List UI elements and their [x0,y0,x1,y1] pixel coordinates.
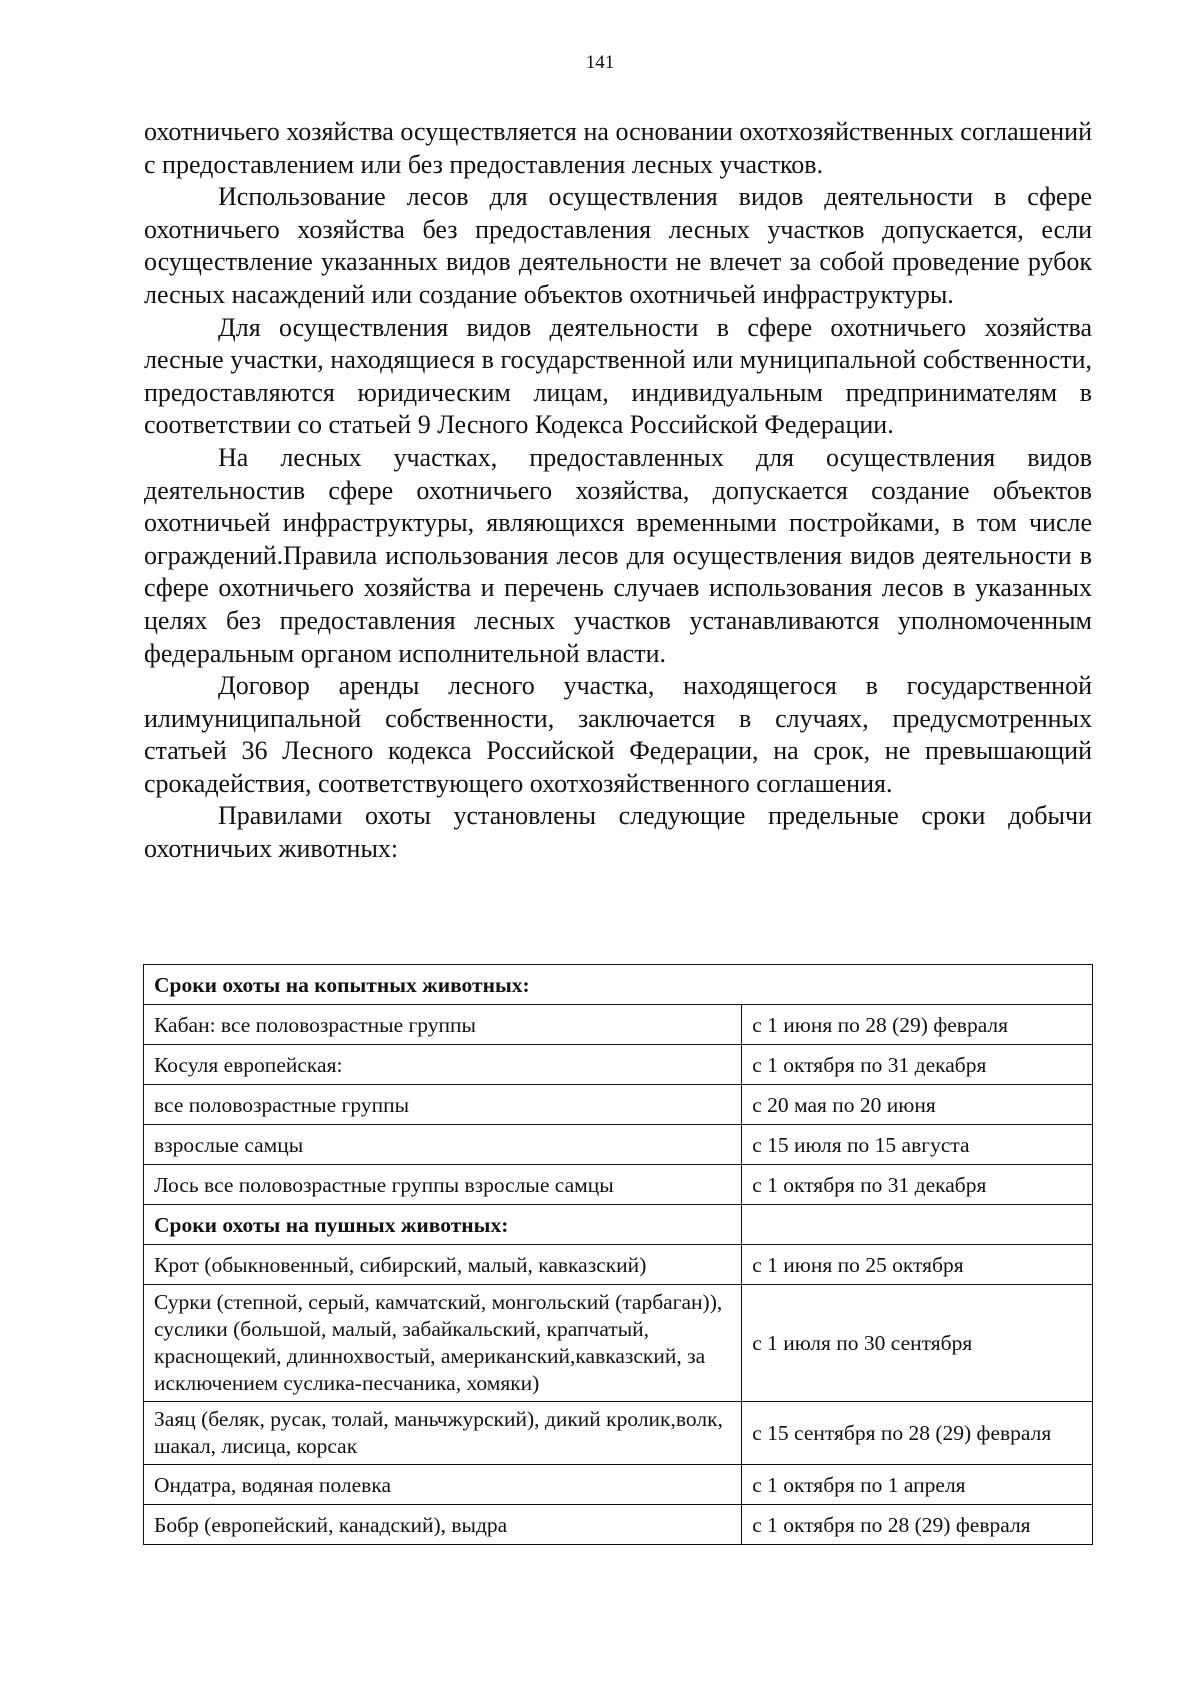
table-row [144,1045,1093,1085]
table-row [144,1005,1093,1045]
hunting-periods-table [143,964,1093,1545]
period-cell: с 1 октября по 31 декабря [742,1165,1093,1205]
animal-cell: Бобр (европейский, канадский), выдра [144,1505,742,1545]
table-row [144,1165,1093,1205]
period-cell: с 1 октября по 28 (29) февраля [742,1505,1093,1545]
empty-cell [742,1205,1093,1245]
animal-cell: Косуля европейская: [144,1045,742,1085]
hunting-periods-table-wrapper [143,964,1093,1545]
ungulates-section-header: Сроки охоты на копытных животных: [144,965,1093,1005]
animal-cell: Кабан: все половозрастные группы [144,1005,742,1045]
period-cell: с 1 июня по 28 (29) февраля [742,1005,1093,1045]
period-cell: с 15 сентября по 28 (29) февраля [742,1402,1093,1465]
table-row [144,1125,1093,1165]
period-cell: с 20 мая по 20 июня [742,1085,1093,1125]
paragraph: Договор аренды лесного участка, находящегося в государственной илимуниципальной собственности, заключается в случаях, предусмотренных статьей 36 Лесного кодекса Российской Федерации, на срок, не превышающий срокадействия, соответствующего охотхозяйственного соглашения. [144,671,1092,798]
animal-cell: Сурки (степной, серый, камчатский, монгольский (тарбаган)), суслики (большой, малый, забайкальский, крапчатый, краснощекий, длиннохвостый, американский,кавказский, за исключением суслика-песчаника, хомяки) [144,1285,742,1402]
animal-cell: взрослые самцы [144,1125,742,1165]
paragraph: Для осуществления видов деятельности в сфере охотничьего хозяйства лесные участки, находящиеся в государственной или муниципальной собственности, предоставляются юридическим лицам, индивидуальным предпринимателям в соответствии со статьей 9 Лесного Кодекса Российской Федерации. [144,312,1092,440]
period-cell: с 1 июня по 25 октября [742,1245,1093,1285]
table-row [144,1465,1093,1505]
animal-cell: Заяц (беляк, русак, толай, маньчжурский), дикий кролик,волк, шакал, лисица, корсак [144,1402,742,1465]
body-text [144,116,1092,866]
table-row [144,1085,1093,1125]
page-number: 141 [585,52,615,73]
table-row [144,1402,1093,1465]
table-row [144,1505,1093,1545]
animal-cell: Ондатра, водяная полевка [144,1465,742,1505]
animal-cell: Лось все половозрастные группы взрослые самцы [144,1165,742,1205]
paragraph: На лесных участках, предоставленных для осуществления видов деятельностив сфере охотничьего хозяйства, допускается создание объектов охотничьей инфраструктуры, являющихся временными постройками, в том числе ограждений.Правила использования лесов для осуществления видов деятельности в сфере охотничьего хозяйства и перечень случаев использования лесов в указанных целях без предоставления лесных участков устанавливаются уполномоченным федеральным органом исполнительной власти. [144,442,1092,668]
animal-cell: Крот (обыкновенный, сибирский, малый, кавказский) [144,1245,742,1285]
furbearers-section-header: Сроки охоты на пушных животных: [144,1205,742,1245]
table-row [144,1245,1093,1285]
table-row [144,1285,1093,1402]
period-cell: с 1 октября по 31 декабря [742,1045,1093,1085]
paragraph: Использование лесов для осуществления видов деятельности в сфере охотничьего хозяйства без предоставления лесных участков допускается, если осуществление указанных видов деятельности не влечет за собой проведение рубок лесных насаждений или создание объектов охотничьей инфраструктуры. [144,182,1092,309]
paragraph: Правилами охоты установлены следующие предельные сроки добычи охотничьих животных: [144,801,1092,864]
table-section-header-row [144,965,1093,1005]
paragraph: охотничьего хозяйства осуществляется на основании охотхозяйственных соглашений с предоставлением или без предоставления лесных участков. [144,117,1092,179]
animal-cell: все половозрастные группы [144,1085,742,1125]
period-cell: с 1 октября по 1 апреля [742,1465,1093,1505]
period-cell: с 1 июля по 30 сентября [742,1285,1093,1402]
table-section-header-row [144,1205,1093,1245]
period-cell: с 15 июля по 15 августа [742,1125,1093,1165]
